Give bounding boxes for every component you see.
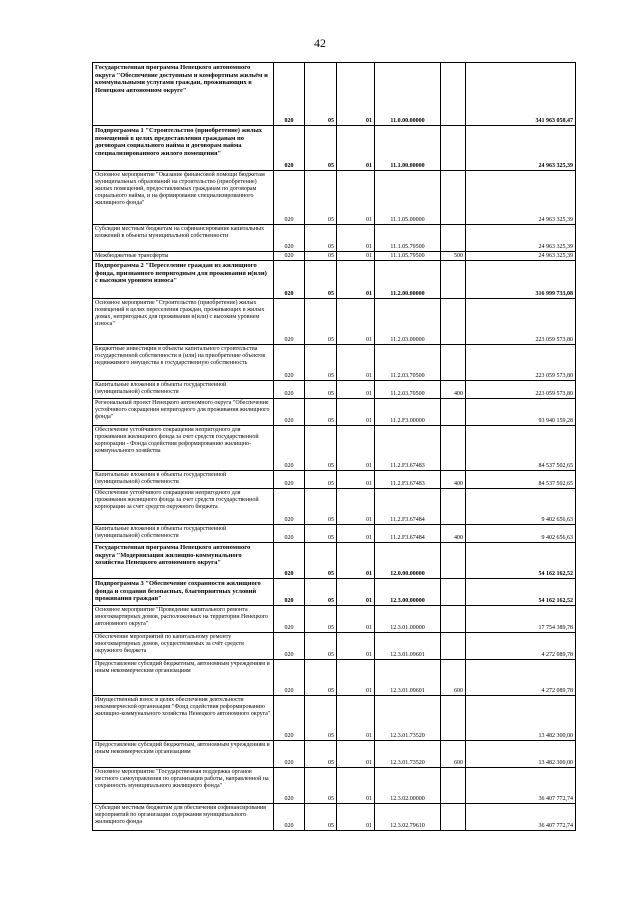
table-row [93,606,576,633]
target-article-cell: 11.2.F3.67484 [375,489,441,525]
table-row [93,225,576,252]
subsection-code-cell: 01 [337,579,375,606]
expense-type-cell [441,261,466,299]
subsection-code-cell: 01 [337,345,375,381]
expense-type-cell [441,126,466,171]
amount-cell: 9 402 656,63 [466,525,576,543]
section-code-cell: 05 [305,299,337,345]
section-code-cell: 05 [305,543,337,579]
subsection-code-cell: 01 [337,768,375,804]
amount-cell: 9 402 656,63 [466,489,576,525]
subsection-code-cell: 01 [337,696,375,741]
expense-type-cell [441,804,466,831]
subsection-code-cell: 01 [337,225,375,252]
section-code-cell: 05 [305,741,337,768]
item-name-cell: Подпрограмма 1 "Строительство (приобретение) жилых помещений в целях предоставления гражданам по договорам социального найма и договорам найма специализированного жилого помещения" [93,126,274,171]
target-article-cell: 11.2.00.00000 [375,261,441,299]
section-code-cell: 05 [305,63,337,126]
budget-table [92,62,576,831]
ministry-code-cell: 020 [274,252,305,261]
section-code-cell: 05 [305,606,337,633]
item-name-cell: Государственная программа Ненецкого автономного округа "Обеспечение доступным и комфортным жильём и коммунальными услугами граждан, проживающих в Ненецком автономном округе" [93,63,274,126]
amount-cell: 316 999 733,08 [466,261,576,299]
table-row [93,660,576,696]
table-row [93,471,576,489]
table-row [93,252,576,261]
ministry-code-cell: 020 [274,525,305,543]
amount-cell: 4 272 089,78 [466,660,576,696]
item-name-cell: Основное мероприятие "Проведение капитального ремонта многоквартирных домов, расположенных на территории Ненецкого автономного округа" [93,606,274,633]
amount-cell: 24 963 325,39 [466,225,576,252]
expense-type-cell [441,543,466,579]
target-article-cell: 12.0.00.00000 [375,543,441,579]
item-name-cell: Предоставление субсидий бюджетным, автономным учреждениям и иным некоммерческим организациям [93,741,274,768]
subsection-code-cell: 01 [337,381,375,399]
table-row [93,741,576,768]
expense-type-cell [441,299,466,345]
table-row [93,171,576,225]
ministry-code-cell: 020 [274,345,305,381]
subsection-code-cell: 01 [337,399,375,426]
target-article-cell: 11.1.00.00000 [375,126,441,171]
amount-cell: 36 407 772,74 [466,804,576,831]
expense-type-cell [441,579,466,606]
table-row [93,633,576,660]
target-article-cell: 11.2.F3.67483 [375,426,441,471]
target-article-cell: 11.0.00.00000 [375,63,441,126]
table-row [93,525,576,543]
section-code-cell: 05 [305,579,337,606]
ministry-code-cell: 020 [274,381,305,399]
amount-cell: 36 407 772,74 [466,768,576,804]
subsection-code-cell: 01 [337,804,375,831]
target-article-cell: 12.3.01.09601 [375,633,441,660]
target-article-cell: 11.2.F3.00000 [375,399,441,426]
subsection-code-cell: 01 [337,63,375,126]
table-row [93,261,576,299]
amount-cell: 17 754 389,78 [466,606,576,633]
target-article-cell: 11.2.F3.67484 [375,525,441,543]
expense-type-cell [441,426,466,471]
item-name-cell: Субсидии местным бюджетам для обеспечения софинансирования мероприятий по организации содержания муниципального жилищного фонда [93,804,274,831]
expense-type-cell: 400 [441,381,466,399]
item-name-cell: Обеспечение устойчивого сокращения непригодного для проживания жилищного фонда за счет средств государственной корпорации за счет средств окружного бюджета [93,489,274,525]
subsection-code-cell: 01 [337,299,375,345]
target-article-cell: 11.1.05.79500 [375,225,441,252]
target-article-cell: 11.2.03.00000 [375,299,441,345]
amount-cell: 223 059 573,80 [466,345,576,381]
section-code-cell: 05 [305,804,337,831]
target-article-cell: 11.1.05.00000 [375,171,441,225]
ministry-code-cell: 020 [274,543,305,579]
section-code-cell: 05 [305,696,337,741]
item-name-cell: Капитальные вложения в объекты государственной (муниципальной) собственности [93,471,274,489]
ministry-code-cell: 020 [274,660,305,696]
target-article-cell: 12.3.02.79610 [375,804,441,831]
section-code-cell: 05 [305,525,337,543]
expense-type-cell: 500 [441,252,466,261]
amount-cell: 24 963 325,39 [466,252,576,261]
subsection-code-cell: 01 [337,660,375,696]
section-code-cell: 05 [305,252,337,261]
target-article-cell: 12.3.00.00000 [375,579,441,606]
table-row [93,381,576,399]
item-name-cell: Подпрограмма 3 "Обеспечение сохранности жилищного фонда и создания безопасных, благоприятных условий проживания граждан" [93,579,274,606]
subsection-code-cell: 01 [337,525,375,543]
amount-cell: 223 059 573,80 [466,299,576,345]
table-row [93,696,576,741]
section-code-cell: 05 [305,768,337,804]
table-row [93,299,576,345]
ministry-code-cell: 020 [274,804,305,831]
subsection-code-cell: 01 [337,426,375,471]
subsection-code-cell: 01 [337,252,375,261]
target-article-cell: 12.3.02.00000 [375,768,441,804]
item-name-cell: Капитальные вложения в объекты государственной (муниципальной) собственности [93,381,274,399]
expense-type-cell [441,345,466,381]
section-code-cell: 05 [305,171,337,225]
ministry-code-cell: 020 [274,126,305,171]
ministry-code-cell: 020 [274,489,305,525]
expense-type-cell: 400 [441,471,466,489]
expense-type-cell [441,171,466,225]
ministry-code-cell: 020 [274,741,305,768]
target-article-cell: 12.3.01.00000 [375,606,441,633]
section-code-cell: 05 [305,633,337,660]
expense-type-cell: 600 [441,660,466,696]
item-name-cell: Основное мероприятие "Строительство (приобретение) жилых помещений в целях переселения граждан, проживающих в жилых домах, непригодных для проживания и(или) с высоким уровнем износа" [93,299,274,345]
ministry-code-cell: 020 [274,426,305,471]
ministry-code-cell: 020 [274,225,305,252]
item-name-cell: Обеспечение мероприятий по капитальному ремонту многоквартирных домов, осуществляемых за счёт средств окружного бюджета [93,633,274,660]
ministry-code-cell: 020 [274,261,305,299]
subsection-code-cell: 01 [337,489,375,525]
item-name-cell: Подпрограмма 2 "Переселение граждан из жилищного фонда, признанного непригодным для проживания и(или) с высоким уровнем износа" [93,261,274,299]
amount-cell: 24 963 325,39 [466,126,576,171]
expense-type-cell [441,399,466,426]
section-code-cell: 05 [305,225,337,252]
amount-cell: 93 940 159,28 [466,399,576,426]
item-name-cell: Предоставление субсидий бюджетным, автономным учреждениям и иным некоммерческим организациям [93,660,274,696]
item-name-cell: Региональный проект Ненецкого автономного округа "Обеспечение устойчивого сокращения непригодного для проживания жилищного фонда" [93,399,274,426]
subsection-code-cell: 01 [337,126,375,171]
table-row [93,489,576,525]
amount-cell: 54 162 162,52 [466,579,576,606]
table-row [93,579,576,606]
item-name-cell: Капитальные вложения в объекты государственной (муниципальной) собственности [93,525,274,543]
expense-type-cell [441,63,466,126]
ministry-code-cell: 020 [274,63,305,126]
page-number: 42 [314,36,326,50]
table-row [93,63,576,126]
expense-type-cell [441,225,466,252]
subsection-code-cell: 01 [337,261,375,299]
target-article-cell: 11.2.03.70500 [375,345,441,381]
ministry-code-cell: 020 [274,299,305,345]
ministry-code-cell: 020 [274,399,305,426]
section-code-cell: 05 [305,399,337,426]
item-name-cell: Обеспечение устойчивого сокращения непригодного для проживания жилищного фонда за счет средств государственной корпорации - Фонда содействия реформированию жилищно-коммунального хозяйства [93,426,274,471]
section-code-cell: 05 [305,381,337,399]
section-code-cell: 05 [305,345,337,381]
expense-type-cell [441,606,466,633]
expense-type-cell [441,768,466,804]
section-code-cell: 05 [305,471,337,489]
table-row [93,768,576,804]
item-name-cell: Основное мероприятие "Оказание финансовой помощи бюджетам муниципальных образований на строительство (приобретение) жилых помещений, предоставляемых гражданам по договорам социального найма, и на формирование специализированного жилищного фонда" [93,171,274,225]
section-code-cell: 05 [305,261,337,299]
expense-type-cell: 400 [441,525,466,543]
ministry-code-cell: 020 [274,471,305,489]
ministry-code-cell: 020 [274,171,305,225]
target-article-cell: 11.2.F3.67483 [375,471,441,489]
amount-cell: 223 059 573,80 [466,381,576,399]
target-article-cell: 12.3.01.73520 [375,696,441,741]
table-row [93,426,576,471]
amount-cell: 54 162 162,52 [466,543,576,579]
target-article-cell: 12.3.01.73520 [375,741,441,768]
table-row [93,804,576,831]
subsection-code-cell: 01 [337,633,375,660]
expense-type-cell [441,489,466,525]
target-article-cell: 12.3.01.09601 [375,660,441,696]
subsection-code-cell: 01 [337,543,375,579]
section-code-cell: 05 [305,489,337,525]
amount-cell: 24 963 325,39 [466,171,576,225]
subsection-code-cell: 01 [337,741,375,768]
amount-cell: 341 963 058,47 [466,63,576,126]
amount-cell: 84 537 502,65 [466,471,576,489]
amount-cell: 13 482 300,00 [466,696,576,741]
section-code-cell: 05 [305,126,337,171]
amount-cell: 84 537 502,65 [466,426,576,471]
ministry-code-cell: 020 [274,696,305,741]
table-row [93,126,576,171]
item-name-cell: Бюджетные инвестиции в объекты капитального строительства государственной собственности и (или) на приобретение объектов недвижимого имущества в государственную собственность [93,345,274,381]
item-name-cell: Государственная программа Ненецкого автономного округа "Модернизация жилищно-коммунального хозяйства Ненецкого автономного округа" [93,543,274,579]
item-name-cell: Основное мероприятие "Государственная поддержка органов местного самоуправления по организации работы, направленной на сохранность муниципального жилищного фонда" [93,768,274,804]
amount-cell: 13 482 300,00 [466,741,576,768]
item-name-cell: Межбюджетные трансферты [93,252,274,261]
section-code-cell: 05 [305,660,337,696]
table-row [93,399,576,426]
subsection-code-cell: 01 [337,471,375,489]
item-name-cell: Субсидии местным бюджетам на софинансирование капитальных вложений в объекты муниципальной собственности [93,225,274,252]
expense-type-cell [441,633,466,660]
subsection-code-cell: 01 [337,606,375,633]
item-name-cell: Имущественный взнос в целях обеспечения деятельности некоммерческой организации "Фонд содействия реформированию жилищно-коммунального хозяйства Ненецкого автономного округа" [93,696,274,741]
ministry-code-cell: 020 [274,606,305,633]
expense-type-cell: 600 [441,741,466,768]
table-row [93,345,576,381]
ministry-code-cell: 020 [274,633,305,660]
target-article-cell: 11.2.03.70500 [375,381,441,399]
amount-cell: 4 272 089,78 [466,633,576,660]
ministry-code-cell: 020 [274,768,305,804]
table-row [93,543,576,579]
target-article-cell: 11.1.05.79500 [375,252,441,261]
expense-type-cell [441,696,466,741]
ministry-code-cell: 020 [274,579,305,606]
subsection-code-cell: 01 [337,171,375,225]
section-code-cell: 05 [305,426,337,471]
